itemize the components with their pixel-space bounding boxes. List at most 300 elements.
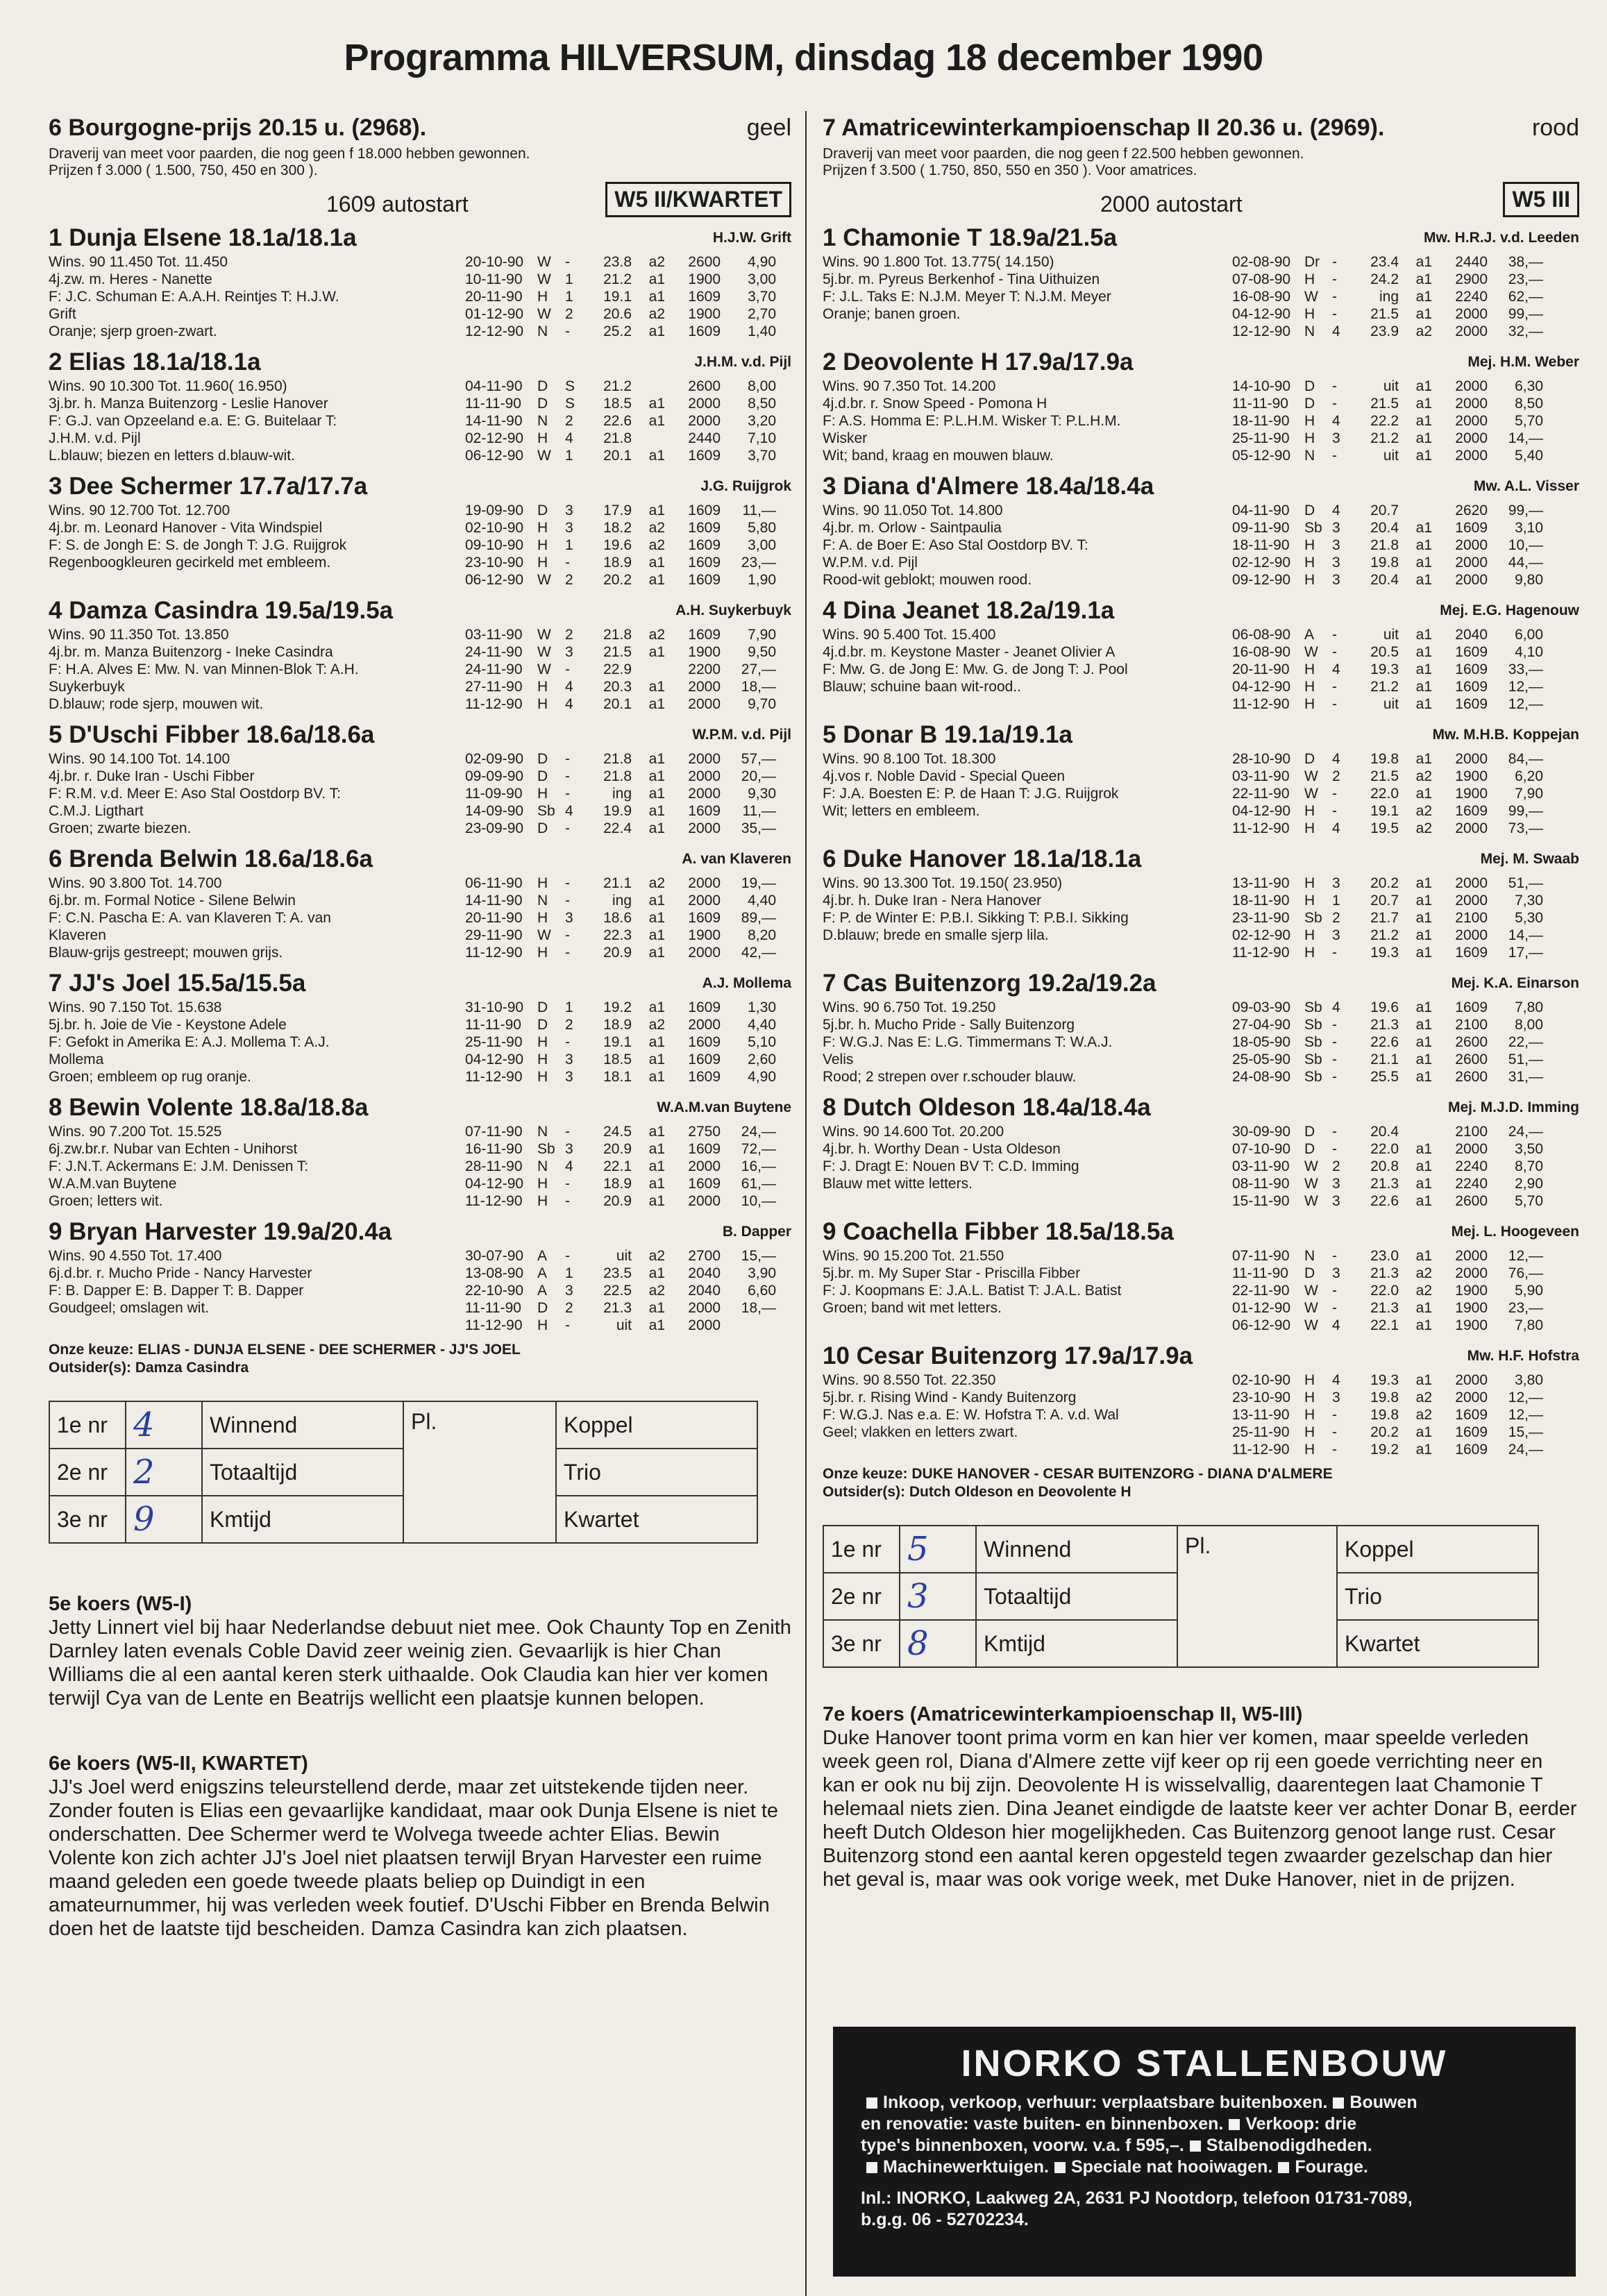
result-date: 24-11-90 [465, 644, 523, 660]
result-date: 12-12-90 [465, 323, 524, 339]
race-6-onze-keuze: Onze keuze: ELIAS - DUNJA ELSENE - DEE SCHERMER - JJ'S JOEL [49, 1342, 521, 1358]
result-distance: 2100 [1455, 910, 1488, 926]
result-distance: 2000 [1455, 820, 1488, 836]
horse-entry [823, 223, 1579, 340]
result-time: 20.6 [603, 306, 632, 322]
form-result-row [1232, 519, 1579, 537]
form-result-row [465, 519, 791, 537]
result-track: N [1304, 1248, 1315, 1264]
result-class: a1 [1415, 520, 1432, 536]
ad-line-text: en renovatie: vaste buiten- en binnenboxen. [861, 2114, 1224, 2134]
horse-detail-line: L.blauw; biezen en letters d.blauw-wit. [49, 448, 295, 464]
horse-detail-line: Grift [49, 306, 76, 322]
result-time: 21.5 [1370, 768, 1399, 784]
form-result-row [465, 927, 791, 944]
result-track: H [537, 1069, 548, 1085]
form-result-row [465, 1192, 791, 1210]
result-date: 20-11-90 [465, 910, 523, 926]
result-position: - [565, 820, 570, 836]
result-distance: 1609 [1455, 1407, 1488, 1423]
form-result-row [465, 626, 791, 643]
result-winnings: 3,90 [748, 1265, 776, 1281]
horse-entry [49, 1092, 791, 1210]
result-distance: 2000 [1455, 893, 1488, 909]
horse-detail-line: W.A.M.van Buytene [49, 1176, 177, 1192]
page-title: Programma HILVERSUM, dinsdag 18 december 1990 [344, 37, 1263, 78]
result-position: S [565, 378, 575, 394]
result-track: N [537, 323, 548, 339]
horse-entry [49, 968, 791, 1086]
result-date: 11-11-90 [465, 396, 521, 412]
horse-detail-line: Velis [823, 1052, 854, 1067]
result-position: - [1332, 679, 1337, 695]
horse-form [465, 1217, 791, 1334]
result-distance: 2000 [688, 751, 721, 767]
result-winnings: 1,90 [748, 572, 776, 588]
result-position: 3 [565, 520, 573, 536]
form-result-row [1232, 1371, 1579, 1389]
horse-entry [49, 347, 791, 464]
result-distance: 1900 [1455, 1283, 1488, 1299]
horse-detail-line: Wins. 90 5.400 Tot. 15.400 [823, 627, 996, 643]
horse-detail-line: Wins. 90 8.550 Tot. 22.350 [823, 1372, 996, 1388]
result-date: 02-10-90 [1232, 1372, 1291, 1388]
result-position: - [1332, 1283, 1337, 1299]
result-winnings: 1,40 [748, 323, 776, 339]
result-class: a1 [648, 1193, 665, 1209]
race-6-start: 1609 autostart [326, 192, 469, 217]
result-position: 2 [1332, 768, 1340, 784]
result-date: 02-12-90 [1232, 555, 1291, 571]
result-position: 3 [1332, 1390, 1340, 1406]
form-result-row [1232, 1051, 1579, 1068]
form-result-row [465, 571, 791, 589]
result-class: a1 [648, 323, 665, 339]
horse-detail-line: F: C.N. Pascha E: A. van Klaveren T: A. van [49, 910, 331, 926]
result-winnings: 2,60 [748, 1052, 776, 1067]
result-date: 09-09-90 [465, 768, 524, 784]
result-track: H [1304, 927, 1315, 943]
result-distance: 1609 [688, 537, 721, 553]
result-track: D [537, 503, 548, 518]
commentary-text: Jetty Linnert viel bij haar Nederlandse debuut niet mee. Ook Chaunty Top en Zenith Darnley laten evenals Coble David zeer weinig zien. Gevaarlijk is hier Chan Williams die al een aantal keren sterk uithaalde. Ook Claudia kan hier ver komen terwijl Cya van de Lente en Beatrijs wellicht een plaatsje kunnen belopen. [49, 1617, 791, 1710]
result-time: uit [1383, 448, 1399, 464]
horse-detail-line: Wins. 90 11.050 Tot. 14.800 [823, 503, 1003, 518]
result-class: a1 [1415, 1052, 1432, 1067]
horse-form [1232, 471, 1579, 589]
result-class: a1 [1415, 910, 1432, 926]
result-track: W [537, 271, 551, 287]
horse-detail-line: 5j.br. m. My Super Star - Priscilla Fibber [823, 1265, 1081, 1281]
result-date: 07-08-90 [1232, 271, 1291, 287]
result-winnings: 6,60 [748, 1283, 776, 1299]
result-winnings: 14,— [1508, 430, 1543, 446]
result-distance: 2040 [688, 1283, 721, 1299]
result-time: 22.1 [1370, 1317, 1399, 1333]
horse-detail-line: Rood; 2 strepen over r.schouder blauw. [823, 1069, 1077, 1085]
result-date: 28-10-90 [1232, 751, 1291, 767]
result-date: 11-12-90 [465, 696, 523, 712]
race-6-badge: W5 II/KWARTET [605, 182, 791, 217]
result-winnings: 3,20 [748, 413, 776, 429]
result-winnings: 16,— [741, 1158, 776, 1174]
result-winnings: 18,— [741, 1300, 776, 1316]
result-position: 3 [1332, 572, 1340, 588]
horse-trainer: Mw. A.L. Visser [1473, 478, 1579, 494]
result-distance: 2000 [1455, 306, 1488, 322]
horse-form [1232, 1341, 1579, 1458]
result-track: H [537, 910, 548, 926]
horse-name: 3 Dee Schermer 17.7a/17.7a [49, 473, 368, 500]
result-track: H [1304, 893, 1315, 909]
horse-info [49, 968, 465, 1086]
result-date: 20-10-90 [465, 254, 524, 270]
result-position: - [1332, 306, 1337, 322]
result-position: 4 [565, 430, 573, 446]
result-time: 21.3 [603, 1300, 632, 1316]
result-position: - [1332, 1052, 1337, 1067]
result-date: 11-11-90 [1232, 1265, 1288, 1281]
result-row [823, 1526, 1538, 1573]
result-distance: 2000 [1455, 413, 1488, 429]
result-class: a1 [648, 503, 665, 518]
horse-trainer: A.H. Suykerbuyk [675, 602, 791, 618]
result-position: 3 [565, 1069, 573, 1085]
result-winnings: 5,10 [748, 1034, 776, 1050]
form-result-row [1232, 695, 1579, 713]
result-distance: 2000 [688, 679, 721, 695]
horse-detail-line: Blauw met witte letters. [823, 1176, 973, 1192]
result-date: 18-11-90 [1232, 893, 1290, 909]
result-position: 2 [565, 572, 573, 588]
result-track: H [537, 1052, 548, 1067]
result-distance: 1609 [1455, 696, 1488, 712]
result-class: a1 [1415, 661, 1432, 677]
result-distance: 2000 [688, 413, 721, 429]
result-winnings: 9,30 [748, 786, 776, 802]
result-track: W [537, 661, 551, 677]
result-position: 4 [1332, 413, 1340, 429]
result-date: 11-12-90 [1232, 696, 1290, 712]
result-winnings: 62,— [1508, 289, 1543, 305]
horse-detail-line: Wins. 90 7.150 Tot. 15.638 [49, 999, 222, 1015]
ad-line-text: type's binnenboxen, voorw. v.a. f 595,–. [861, 2136, 1184, 2155]
race-7-onze-keuze: Onze keuze: DUKE HANOVER - CESAR BUITENZORG - DIANA D'ALMERE [823, 1466, 1333, 1482]
result-track: W [537, 306, 551, 322]
result-track: H [1304, 875, 1315, 891]
result-time: 22.0 [1370, 786, 1399, 802]
result-distance: 2000 [1455, 555, 1488, 571]
result-class: a1 [1415, 413, 1432, 429]
horse-detail-line: 4j.br. r. Duke Iran - Uschi Fibber [49, 768, 255, 784]
result-distance: 2000 [1455, 1248, 1488, 1264]
ad-body [861, 2092, 1548, 2178]
form-result-row [465, 820, 791, 837]
result-time: 21.7 [1370, 910, 1399, 926]
form-result-row [1232, 1158, 1579, 1175]
result-winnings: 44,— [1508, 555, 1543, 571]
result-distance: 1900 [1455, 1300, 1488, 1316]
result-position: - [1332, 1248, 1337, 1264]
result-position: - [1332, 378, 1337, 394]
race-7-start: 2000 autostart [1100, 192, 1243, 217]
result-position: 4 [1332, 820, 1340, 836]
result-winnings: 20,— [741, 768, 776, 784]
result-winnings: 12,— [1508, 1407, 1543, 1423]
result-distance: 2440 [1455, 254, 1488, 270]
result-winnings: 5,40 [1515, 448, 1543, 464]
horse-detail-line: F: G.J. van Opzeeland e.a. E: G. Buitelaar T: [49, 413, 337, 429]
result-time: 20.4 [1370, 1124, 1399, 1140]
ad-line-text: Fourage. [1295, 2157, 1368, 2177]
horse-trainer: A. van Klaveren [682, 851, 791, 867]
result-time: 23.0 [1370, 1248, 1399, 1264]
horse-entry [823, 968, 1579, 1086]
result-track: H [537, 945, 548, 961]
horse-trainer: Mej. H.M. Weber [1467, 354, 1579, 370]
horse-name: 5 D'Uschi Fibber 18.6a/18.6a [49, 721, 375, 748]
race-7-horse-list [823, 223, 1579, 1458]
horse-entry [823, 1092, 1579, 1210]
form-result-row [465, 1033, 791, 1051]
result-time: 20.4 [1370, 572, 1399, 588]
result-class: a1 [648, 1052, 665, 1067]
result-track: H [1304, 820, 1315, 836]
horse-entry [823, 844, 1579, 961]
result-position: 2 [1332, 1158, 1340, 1174]
result-class: a1 [1415, 1424, 1432, 1440]
result-track: W [1304, 786, 1318, 802]
horse-form [1232, 347, 1579, 464]
result-time: 19.1 [603, 1034, 632, 1050]
commentary-title: 5e koers (W5-I) [49, 1593, 192, 1615]
result-label: 2e nr [823, 1573, 900, 1620]
result-time: 22.9 [603, 661, 632, 677]
result-class: a1 [1415, 572, 1432, 588]
result-pl: Pl. [1177, 1526, 1337, 1667]
result-time: 19.8 [1370, 1390, 1399, 1406]
result-date: 04-11-90 [1232, 503, 1290, 518]
result-class: a2 [1415, 803, 1432, 819]
result-class: a1 [1415, 927, 1432, 943]
result-date: 23-10-90 [465, 555, 524, 571]
bullet-square-icon [1229, 2119, 1240, 2130]
result-position: - [1332, 1017, 1337, 1033]
result-position: 1 [1332, 893, 1340, 909]
horse-entry [823, 596, 1579, 713]
result-time: 18.6 [603, 910, 632, 926]
result-class: a1 [1415, 1176, 1432, 1192]
horse-info [823, 720, 1232, 837]
horse-detail-line: Oranje; sjerp groen-zwart. [49, 323, 217, 339]
result-position: 2 [565, 413, 573, 429]
form-result-row [465, 395, 791, 412]
result-track: H [537, 696, 548, 712]
horse-detail-line: Suykerbuyk [49, 679, 125, 695]
result-distance: 2100 [1455, 1017, 1488, 1033]
horse-detail-line: F: H.A. Alves E: Mw. N. van Minnen-Blok T: A.H. [49, 661, 359, 677]
result-distance: 1609 [688, 555, 721, 571]
result-time: 23.8 [603, 254, 632, 270]
horse-detail-line: Wins. 90 3.800 Tot. 14.700 [49, 875, 222, 891]
result-distance: 2040 [1455, 627, 1488, 643]
form-result-row [1232, 502, 1579, 519]
result-distance: 1609 [688, 503, 721, 518]
result-time: 19.1 [603, 289, 632, 305]
result-track: Sb [537, 803, 555, 819]
result-track: Sb [537, 1141, 555, 1157]
result-track: W [537, 927, 551, 943]
handwritten-number: 9 [126, 1496, 202, 1543]
result-time: 21.8 [603, 430, 632, 446]
result-position: 3 [1332, 430, 1340, 446]
result-date: 04-11-90 [465, 378, 523, 394]
result-distance: 2600 [1455, 1052, 1488, 1067]
result-position: 3 [565, 910, 573, 926]
result-type: Winnend [202, 1401, 403, 1449]
horse-detail-line: 4j.d.br. m. Keystone Master - Jeanet Olivier A [823, 644, 1116, 660]
form-result-row [465, 695, 791, 713]
horse-entry [49, 471, 791, 589]
horse-detail-line: F: B. Dapper E: B. Dapper T: B. Dapper [49, 1283, 304, 1299]
handwritten-number: 5 [900, 1526, 976, 1573]
result-position: - [1332, 786, 1337, 802]
result-winnings: 4,40 [748, 1017, 776, 1033]
result-bet-type: Kwartet [556, 1496, 757, 1543]
result-distance: 1609 [688, 448, 721, 464]
result-distance: 1609 [1455, 644, 1488, 660]
result-position: 2 [565, 1017, 573, 1033]
result-winnings: 8,00 [748, 378, 776, 394]
result-time: 22.4 [603, 820, 632, 836]
horse-name: 4 Dina Jeanet 18.2a/19.1a [823, 597, 1115, 624]
horse-entry [823, 347, 1579, 464]
result-winnings: 57,— [741, 751, 776, 767]
result-type: Kmtijd [202, 1496, 403, 1543]
result-position: 4 [565, 679, 573, 695]
horse-info [823, 223, 1232, 340]
result-winnings: 2,70 [748, 306, 776, 322]
result-class: a2 [648, 875, 665, 891]
result-time: 20.2 [1370, 875, 1399, 891]
result-winnings: 99,— [1508, 503, 1543, 518]
result-track: D [537, 768, 548, 784]
result-time: 24.2 [1370, 271, 1399, 287]
result-label: 1e nr [49, 1401, 126, 1449]
result-distance: 2000 [688, 1017, 721, 1033]
form-result-row [1232, 537, 1579, 554]
form-result-row [465, 944, 791, 961]
form-result-row [465, 892, 791, 909]
result-track: Sb [1304, 1052, 1322, 1067]
result-class: a1 [1415, 1442, 1432, 1458]
horse-name: 9 Bryan Harvester 19.9a/20.4a [49, 1218, 392, 1245]
result-track: H [1304, 271, 1315, 287]
result-distance: 2000 [688, 786, 721, 802]
result-track: H [537, 1317, 548, 1333]
result-date: 25-05-90 [1232, 1052, 1291, 1067]
inorko-advertisement [833, 2027, 1576, 2277]
result-distance: 1609 [1455, 1424, 1488, 1440]
horse-trainer: J.G. Ruijgrok [700, 478, 791, 494]
ad-contact-line: Inl.: INORKO, Laakweg 2A, 2631 PJ Nootdorp, telefoon 01731-7089, [861, 2188, 1413, 2208]
result-date: 04-12-90 [1232, 803, 1291, 819]
result-track: W [537, 627, 551, 643]
form-result-row [1232, 750, 1579, 768]
form-result-row [1232, 1265, 1579, 1282]
result-class: a1 [648, 696, 665, 712]
result-date: 23-11-90 [1232, 910, 1290, 926]
form-result-row [1232, 288, 1579, 305]
result-track: H [1304, 572, 1315, 588]
result-date: 05-12-90 [1232, 448, 1291, 464]
horse-detail-line: F: Mw. G. de Jong E: Mw. G. de Jong T: J. Pool [823, 661, 1128, 677]
result-position: 3 [565, 503, 573, 518]
result-class: a1 [648, 1265, 665, 1281]
result-class: a1 [648, 448, 665, 464]
result-track: W [1304, 1176, 1318, 1192]
horse-form [465, 471, 791, 589]
result-time: 19.3 [1370, 661, 1399, 677]
horse-detail-line: 5j.br. h. Mucho Pride - Sally Buitenzorg [823, 1017, 1075, 1033]
result-date: 02-10-90 [465, 520, 524, 536]
result-date: 07-11-90 [1232, 1248, 1290, 1264]
horse-detail-line: 5j.br. h. Joie de Vie - Keystone Adele [49, 1017, 287, 1033]
result-position: - [565, 927, 570, 943]
result-date: 18-11-90 [1232, 413, 1290, 429]
result-winnings: 9,50 [748, 644, 776, 660]
result-class: a1 [648, 820, 665, 836]
horse-info [823, 968, 1232, 1086]
result-track: D [537, 999, 548, 1015]
result-date: 10-11-90 [465, 271, 523, 287]
horse-detail-line: Wins. 90 8.100 Tot. 18.300 [823, 751, 996, 767]
result-class: a1 [1415, 1158, 1432, 1174]
result-track: H [537, 289, 548, 305]
horse-detail-line: F: W.G.J. Nas E: L.G. Timmermans T: W.A.J. [823, 1034, 1113, 1050]
result-position: 4 [1332, 323, 1340, 339]
form-result-row [465, 1123, 791, 1140]
race-7-title: 7 Amatricewinterkampioenschap II 20.36 u. (2969). [823, 115, 1385, 141]
result-position: 1 [565, 537, 573, 553]
horse-entry [49, 720, 791, 837]
result-date: 07-11-90 [465, 1124, 523, 1140]
result-position: 3 [1332, 927, 1340, 943]
race-7-keuze [823, 1465, 1579, 1501]
race-7-outsiders: Outsider(s): Dutch Oldeson en Deovolente H [823, 1484, 1131, 1500]
horse-info [823, 471, 1232, 589]
result-distance: 1609 [688, 1069, 721, 1085]
result-position: 3 [1332, 875, 1340, 891]
result-distance: 2000 [688, 1300, 721, 1316]
result-date: 06-12-90 [1232, 1317, 1291, 1333]
result-track: H [1304, 661, 1315, 677]
result-track: A [1304, 627, 1315, 643]
result-class [632, 378, 665, 395]
result-track: D [537, 751, 548, 767]
result-class [632, 661, 665, 678]
column-divider [805, 111, 807, 2296]
horse-form [465, 223, 791, 340]
result-winnings: 27,— [741, 661, 776, 677]
result-position: 3 [565, 1283, 573, 1299]
result-time: uit [1383, 378, 1399, 394]
result-class: a1 [1415, 1141, 1432, 1157]
form-result-row [465, 305, 791, 323]
result-track: H [1304, 413, 1315, 429]
result-winnings: 15,— [1508, 1424, 1543, 1440]
result-class: a1 [1415, 696, 1432, 712]
